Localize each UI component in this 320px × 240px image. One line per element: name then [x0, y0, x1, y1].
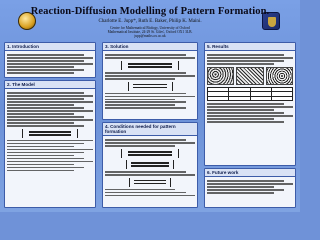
text-line	[207, 57, 293, 59]
text-line	[7, 122, 74, 124]
panel-body	[5, 89, 95, 175]
text-line	[7, 161, 93, 163]
panel-title: 6. Future work	[205, 169, 295, 177]
text-line	[105, 72, 186, 74]
text-line	[207, 192, 274, 194]
poster-title: Reaction-Diffusion Modelling of Pattern Formation.	[30, 6, 270, 17]
stripe-pattern-figure	[236, 67, 263, 85]
affiliation-2: Mathematical Institute, 24-29 St. Giles', Oxford OX1 3LB.	[107, 30, 193, 34]
panel-title: 5. Results	[205, 43, 295, 51]
text-line	[7, 101, 93, 103]
text-line	[7, 140, 93, 142]
text-line	[7, 152, 84, 154]
spot-pattern-figure	[207, 67, 234, 85]
text-line	[207, 183, 293, 185]
panel-body	[5, 51, 95, 77]
future-work-panel	[204, 168, 296, 208]
text-line	[105, 139, 186, 141]
model-panel	[4, 80, 96, 208]
text-line	[7, 164, 74, 166]
solution-panel	[102, 42, 198, 120]
text-line	[105, 192, 186, 194]
results-table	[207, 87, 293, 102]
text-line	[7, 98, 84, 100]
text-line	[7, 60, 84, 62]
text-line	[7, 107, 84, 109]
text-line	[105, 107, 186, 109]
text-line	[7, 95, 93, 97]
text-line	[105, 142, 195, 144]
text-line	[105, 174, 195, 176]
text-line	[7, 69, 84, 71]
text-line	[7, 72, 74, 74]
equation	[22, 129, 77, 138]
text-line	[207, 186, 274, 188]
panel-body	[205, 51, 295, 126]
text-line	[207, 60, 284, 62]
email: jupp@maths.ox.ac.uk	[134, 34, 166, 38]
panel-body	[103, 136, 197, 199]
text-line	[105, 96, 195, 98]
text-line	[207, 103, 284, 105]
text-line	[7, 158, 84, 160]
text-line	[105, 101, 186, 103]
text-line	[105, 189, 175, 191]
text-line	[207, 109, 274, 111]
panel-body	[103, 51, 197, 112]
text-line	[7, 92, 84, 94]
text-line	[7, 63, 93, 65]
text-line	[7, 146, 74, 148]
text-line	[7, 110, 93, 112]
equation	[129, 178, 170, 187]
equation	[126, 160, 175, 169]
text-line	[105, 171, 186, 173]
panel-title: 4. Conditions needed for pattern formation	[103, 123, 197, 136]
results-panel	[204, 42, 296, 166]
text-line	[105, 93, 186, 95]
equation	[128, 82, 173, 91]
text-line	[105, 57, 195, 59]
panel-title: 3. Solution	[103, 43, 197, 51]
text-line	[7, 170, 74, 172]
text-line	[207, 118, 274, 120]
text-line	[105, 75, 195, 77]
text-line	[207, 180, 284, 182]
panel-title: 2. The Model	[5, 81, 95, 89]
table-row	[208, 96, 293, 101]
text-line	[7, 54, 84, 56]
text-line	[7, 143, 84, 145]
pattern-figures	[207, 67, 293, 85]
text-line	[207, 115, 293, 117]
text-line	[105, 104, 175, 106]
text-line	[105, 78, 175, 80]
text-line	[105, 145, 175, 147]
text-line	[7, 66, 74, 68]
text-line	[7, 116, 84, 118]
equation	[121, 149, 179, 158]
text-line	[105, 195, 195, 197]
text-line	[7, 104, 74, 106]
text-line	[207, 63, 274, 65]
text-line	[7, 155, 74, 157]
text-line	[105, 54, 186, 56]
text-line	[7, 125, 84, 127]
equation	[121, 61, 179, 70]
text-line	[207, 54, 284, 56]
affiliation-1: Centre for Mathematical Biology, University of Oxford	[110, 26, 190, 30]
conditions-panel	[102, 122, 198, 208]
text-line	[7, 119, 93, 121]
authors: Charlotte E. Jupp*, Ruth E. Baker, Philip K. Maini.	[98, 19, 202, 24]
text-line	[207, 121, 284, 123]
text-line	[207, 189, 284, 191]
text-line	[7, 167, 84, 169]
text-line	[207, 112, 284, 114]
text-line	[105, 99, 175, 101]
text-line	[7, 57, 93, 59]
panel-title: 1. Introduction	[5, 43, 95, 51]
spot-pattern-figure	[266, 67, 293, 85]
text-line	[207, 106, 293, 108]
text-line	[7, 149, 93, 151]
introduction-panel	[4, 42, 96, 78]
text-line	[7, 113, 74, 115]
panel-body	[205, 177, 295, 197]
